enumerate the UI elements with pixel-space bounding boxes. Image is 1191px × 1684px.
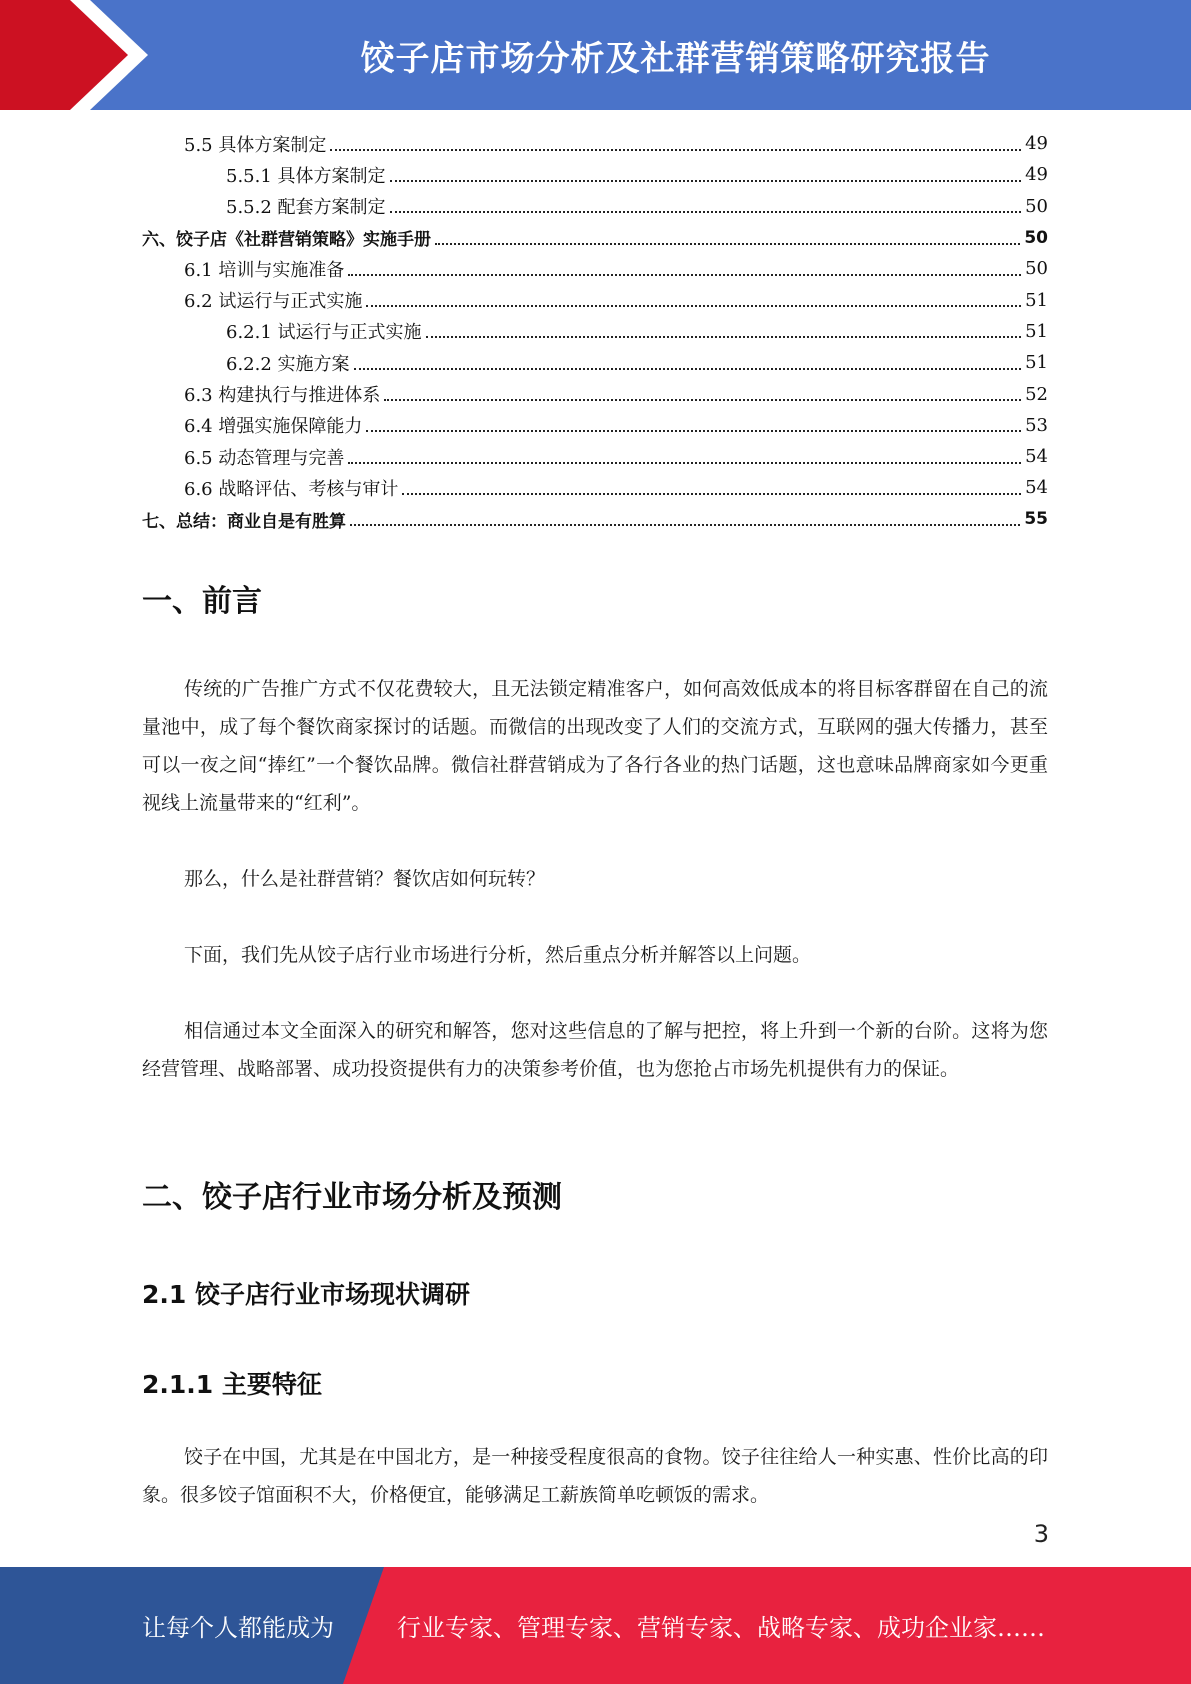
toc-entry-page: 54 [1025, 446, 1048, 468]
toc-entry-label: 6.2.1 试运行与正式实施 [226, 322, 422, 344]
toc-leader-dots [390, 180, 1022, 182]
page-number: 3 [1033, 1520, 1049, 1548]
section-heading-preface: 一、前言 [142, 584, 262, 619]
toc-entry-page: 50 [1024, 227, 1048, 248]
toc-entry-label: 6.6 战略评估、考核与审计 [184, 478, 399, 500]
toc-leader-dots [435, 243, 1020, 245]
paragraph: 那么，什么是社群营销？餐饮店如何玩转？ [184, 868, 546, 890]
toc-entry-page: 53 [1025, 414, 1048, 436]
toc-leader-dots [426, 336, 1022, 338]
toc-entry[interactable] [142, 316, 1048, 347]
footer-slogan-right: 行业专家、管理专家、营销专家、战略专家、成功企业家…… [397, 1614, 1045, 1642]
toc-leader-dots [354, 368, 1022, 370]
toc-entry-label: 6.4 增强实施保障能力 [184, 416, 363, 438]
paragraph: 传统的广告推广方式不仅花费较大，且无法锁定精准客户，如何高效低成本的将目标客群留在自己的流量池中，成了每个餐饮商家探讨的话题。而微信的出现改变了人们的交流方式，互联网的强大传播力，甚至可以一夜之间“捧红”一个餐饮品牌。微信社群营销成为了各行各业的热门话题，这也意味品牌商家如今更重视线上流量带来的“红利”。 [142, 678, 1048, 814]
toc-entry-label: 5.5.2 配套方案制定 [226, 197, 386, 219]
paragraph: 下面，我们先从饺子店行业市场进行分析，然后重点分析并解答以上问题。 [184, 944, 812, 966]
toc-leader-dots [350, 524, 1020, 526]
toc-entry[interactable] [142, 222, 1048, 253]
toc-entry-label: 5.5.1 具体方案制定 [226, 165, 386, 187]
toc-entry-label: 七、总结：商业自是有胜算 [142, 511, 346, 532]
footer-banner [0, 1567, 1191, 1684]
toc-entry[interactable] [142, 191, 1048, 222]
toc-entry[interactable] [142, 128, 1048, 159]
toc-entry[interactable] [142, 347, 1048, 378]
toc-leader-dots [390, 211, 1022, 213]
toc-entry-label: 6.3 构建执行与推进体系 [184, 385, 381, 407]
toc-entry-page: 49 [1025, 133, 1048, 155]
paragraph: 饺子在中国，尤其是在中国北方，是一种接受程度很高的食物。饺子往往给人一种实惠、性价比高的印象。很多饺子馆面积不大，价格便宜，能够满足工薪族简单吃顿饭的需求。 [142, 1446, 1048, 1506]
footer-slogan-left: 让每个人都能成为 [142, 1614, 334, 1642]
header-banner [0, 0, 1191, 110]
toc-entry-label: 6.1 培训与实施准备 [184, 259, 345, 281]
toc-entry[interactable] [142, 253, 1048, 284]
table-of-contents [142, 128, 1048, 535]
toc-entry-page: 51 [1025, 289, 1048, 311]
toc-entry-page: 51 [1025, 352, 1048, 374]
toc-entry-page: 54 [1025, 477, 1048, 499]
toc-entry-page: 50 [1025, 195, 1048, 217]
toc-leader-dots [348, 462, 1021, 464]
section-heading-market-analysis: 二、饺子店行业市场分析及预测 [142, 1180, 562, 1215]
subsection-heading: 2.1.1 主要特征 [142, 1370, 322, 1399]
chevron-arrow-icon [0, 0, 160, 110]
toc-entry-label: 6.2.2 实施方案 [226, 353, 350, 375]
toc-entry[interactable] [142, 378, 1048, 409]
toc-entry-page: 55 [1024, 509, 1048, 530]
toc-entry-page: 49 [1025, 164, 1048, 186]
toc-entry[interactable] [142, 441, 1048, 472]
toc-entry-label: 5.5 具体方案制定 [184, 134, 327, 156]
toc-entry-label: 6.5 动态管理与完善 [184, 447, 345, 469]
subsection-heading: 2.1 饺子店行业市场现状调研 [142, 1280, 470, 1309]
toc-leader-dots [402, 493, 1021, 495]
toc-leader-dots [366, 305, 1021, 307]
toc-entry[interactable] [142, 410, 1048, 441]
toc-leader-dots [330, 149, 1021, 151]
toc-entry-label: 六、饺子店《社群营销策略》实施手册 [142, 230, 431, 251]
report-title: 饺子店市场分析及社群营销策略研究报告 [360, 38, 991, 79]
toc-entry[interactable] [142, 159, 1048, 190]
toc-entry-page: 52 [1025, 383, 1048, 405]
toc-entry-page: 51 [1025, 320, 1048, 342]
toc-entry[interactable] [142, 284, 1048, 315]
toc-leader-dots [348, 274, 1021, 276]
toc-entry-page: 50 [1025, 258, 1048, 280]
toc-entry[interactable] [142, 504, 1048, 535]
toc-leader-dots [384, 399, 1021, 401]
toc-entry[interactable] [142, 472, 1048, 503]
toc-entry-label: 6.2 试运行与正式实施 [184, 291, 363, 313]
paragraph: 相信通过本文全面深入的研究和解答，您对这些信息的了解与把控，将上升到一个新的台阶。这将为您经营管理、战略部署、成功投资提供有力的决策参考价值，也为您抢占市场先机提供有力的保证。 [142, 1020, 1048, 1080]
toc-leader-dots [366, 430, 1021, 432]
